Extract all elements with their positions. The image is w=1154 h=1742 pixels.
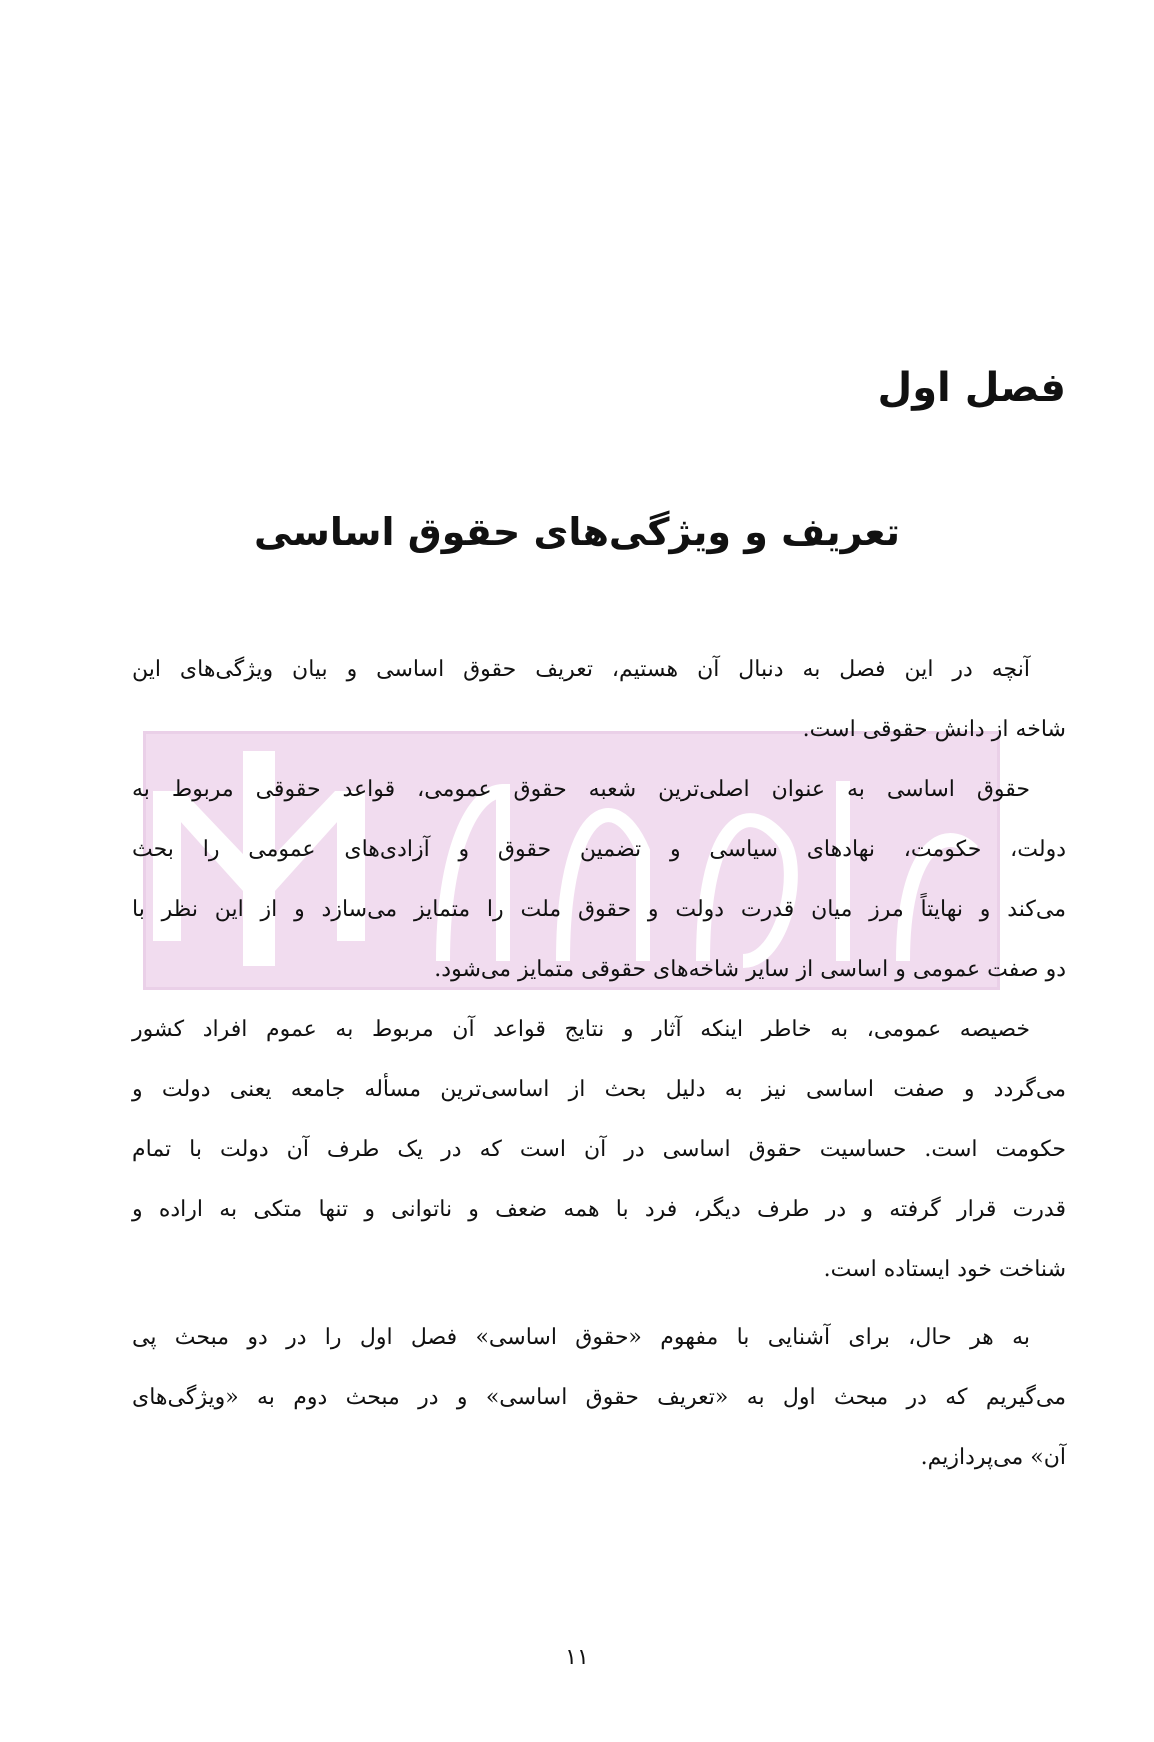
section-title: تعریف و ویژگی‌های حقوق اساسی [254, 510, 900, 554]
text-line: حقوق اساسی به عنوان اصلی‌ترین شعبه حقوق عمومی، قواعد حقوقی مربوط به [132, 777, 1030, 802]
text-line: حکومت است. حساسیت حقوق اساسی در آن است که در یک طرف آن دولت با تمام [132, 1137, 1066, 1162]
body-text [132, 640, 1066, 1488]
text-line: دو صفت عمومی و اساسی از سایر شاخه‌های حقوقی متمایز می‌شود. [434, 957, 1066, 982]
text-line: به هر حال، برای آشنایی با مفهوم «حقوق اساسی» فصل اول را در دو مبحث پی [132, 1325, 1030, 1350]
text-line: آن» می‌پردازیم. [920, 1445, 1066, 1470]
text-line: می‌گردد و صفت اساسی نیز به دلیل بحث از اساسی‌ترین مسأله جامعه یعنی دولت و [132, 1077, 1066, 1102]
chapter-title: فصل اول [877, 365, 1066, 411]
text-line: دولت، حکومت، نهادهای سیاسی و تضمین حقوق و آزادی‌های عمومی را بحث [132, 837, 1066, 862]
text-line: قدرت قرار گرفته و در طرف دیگر، فرد با همه ضعف و ناتوانی و تنها متکی به اراده و [132, 1197, 1066, 1222]
text-line: می‌کند و نهایتاً مرز میان قدرت دولت و حقوق ملت را متمایز می‌سازد و از این نظر با [132, 897, 1066, 922]
text-line: شاخه از دانش حقوقی است. [802, 717, 1066, 742]
page-number: ۱۱ [565, 1645, 589, 1670]
text-line: آنچه در این فصل به دنبال آن هستیم، تعریف حقوق اساسی و بیان ویژگی‌های این [132, 657, 1030, 682]
text-line: خصیصه عمومی، به خاطر اینکه آثار و نتایج قواعد آن مربوط به عموم افراد کشور [132, 1017, 1030, 1042]
paragraph [132, 760, 1066, 1000]
paragraph [132, 640, 1066, 760]
text-line: می‌گیریم که در مبحث اول به «تعریف حقوق اساسی» و در مبحث دوم به «ویژگی‌های [132, 1385, 1066, 1410]
paragraph [132, 1308, 1066, 1488]
paragraph [132, 1000, 1066, 1300]
text-line: شناخت خود ایستاده است. [823, 1257, 1066, 1282]
